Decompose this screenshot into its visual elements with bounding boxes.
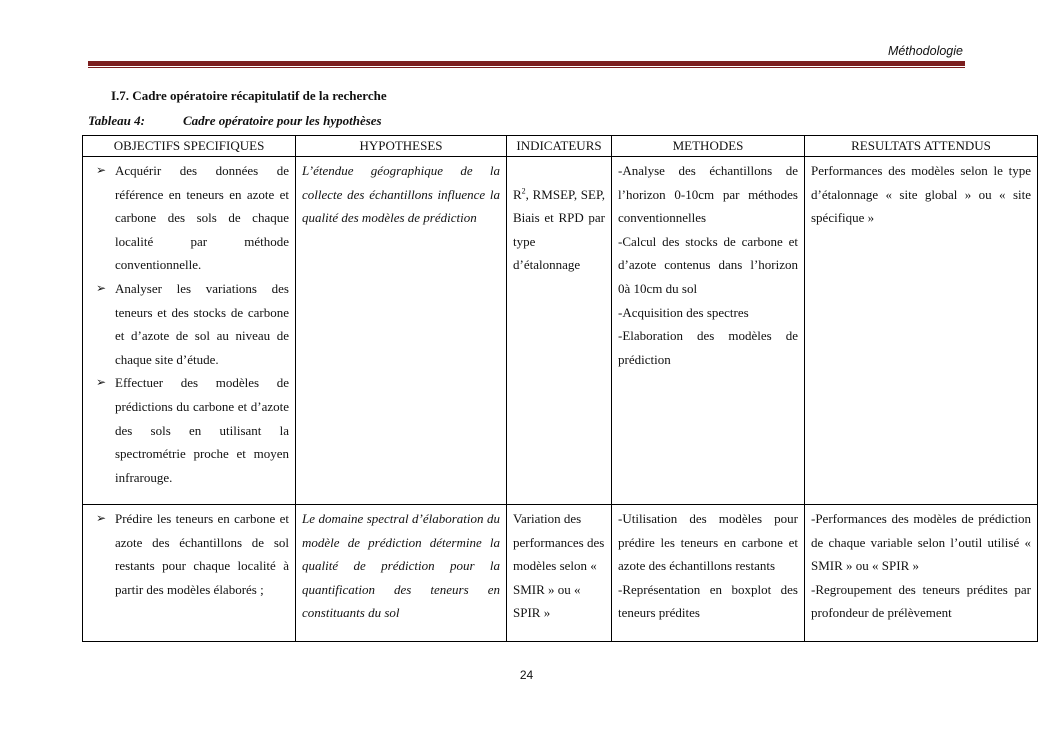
objectifs-list bbox=[89, 507, 289, 601]
methode-item: -Analyse des échantillons de l’horizon 0-10cm par méthodes conventionnelles bbox=[618, 163, 798, 226]
table-caption-title: Cadre opératoire pour les hypothèses bbox=[183, 113, 382, 128]
table-header-row bbox=[83, 136, 1038, 157]
cell-objectifs bbox=[83, 157, 296, 505]
table-row bbox=[83, 505, 1038, 642]
methode-item: -Représentation en boxplot des teneurs prédites bbox=[618, 581, 798, 621]
objectif-item: ➢ Acquérir des données de référence en teneurs en azote et carbone des sols de chaque localité par méthode conventionnelle. bbox=[115, 159, 289, 277]
cell-resultats bbox=[805, 157, 1038, 505]
resultat-item: -Regroupement des teneurs prédites par profondeur de prélèvement bbox=[811, 581, 1031, 621]
header-rule-thin bbox=[88, 67, 965, 68]
cell-resultats bbox=[805, 505, 1038, 642]
resultat-item: Performances des modèles selon le type d’étalonnage « site global » ou « site spécifique » bbox=[811, 163, 1031, 226]
header-rule-thick bbox=[88, 61, 965, 66]
methode-item: -Calcul des stocks de carbone et d’azote contenus dans l’horizon 0à 10cm du sol bbox=[618, 233, 798, 296]
cell-methodes bbox=[612, 157, 805, 505]
table-caption bbox=[88, 113, 382, 129]
table-row bbox=[83, 157, 1038, 505]
objectif-item: ➢ Effectuer des modèles de prédictions du carbone et d’azote des sols en utilisant la spectrométrie proche et moyen infrarouge. bbox=[115, 371, 289, 489]
header-objectifs: OBJECTIFS SPECIFIQUES bbox=[83, 136, 296, 157]
methode-item: -Acquisition des spectres bbox=[618, 304, 749, 320]
cell-hypothese: L’étendue géographique de la collecte des échantillons influence la qualité des modèles de prédiction bbox=[296, 157, 507, 505]
objectif-item: ➢ Prédire les teneurs en carbone et azote des échantillons de sol restants pour chaque localité à partir des modèles élaborés ; bbox=[115, 507, 289, 601]
methode-item: -Elaboration des modèles de prédiction bbox=[618, 328, 798, 367]
cell-indicateurs: Variation des performances des modèles selon « SMIR » ou « SPIR » bbox=[507, 505, 612, 642]
header-resultats: RESULTATS ATTENDUS bbox=[805, 136, 1038, 157]
running-header: Méthodologie bbox=[887, 44, 963, 58]
arrow-bullet-icon: ➢ bbox=[96, 511, 107, 525]
objectifs-list bbox=[89, 159, 289, 489]
header-methodes: METHODES bbox=[612, 136, 805, 157]
table-caption-label: Tableau 4: bbox=[88, 113, 145, 128]
page-number: 24 bbox=[519, 668, 534, 682]
cell-hypothese: Le domaine spectral d’élaboration du modèle de prédiction détermine la qualité de prédiction pour la quantification des teneurs en constituants du sol bbox=[296, 505, 507, 642]
arrow-bullet-icon: ➢ bbox=[96, 280, 107, 295]
header-rule bbox=[88, 61, 965, 68]
framework-table bbox=[82, 135, 1038, 642]
cell-methodes bbox=[612, 505, 805, 642]
section-title: I.7. Cadre opératoire récapitulatif de la recherche bbox=[111, 88, 387, 103]
header-indicateurs: INDICATEURS bbox=[507, 136, 612, 157]
header-hypotheses: HYPOTHESES bbox=[296, 136, 507, 157]
resultat-item: -Performances des modèles de prédiction de chaque variable selon l’outil utilisé « SMIR » ou « SPIR » bbox=[811, 511, 1031, 574]
arrow-bullet-icon: ➢ bbox=[96, 375, 107, 390]
methode-item: -Utilisation des modèles pour prédire les teneurs en carbone et azote des échantillons restants bbox=[618, 511, 798, 574]
objectif-item: ➢ Analyser les variations des teneurs et des stocks de carbone et d’azote de sol au niveau de chaque site d’étude. bbox=[115, 277, 289, 371]
arrow-bullet-icon: ➢ bbox=[96, 163, 107, 177]
cell-objectifs bbox=[83, 505, 296, 642]
cell-indicateurs: $R^2$, RMSEP, SEP, Biais et RPD par type d’étalonnage bbox=[507, 157, 612, 505]
